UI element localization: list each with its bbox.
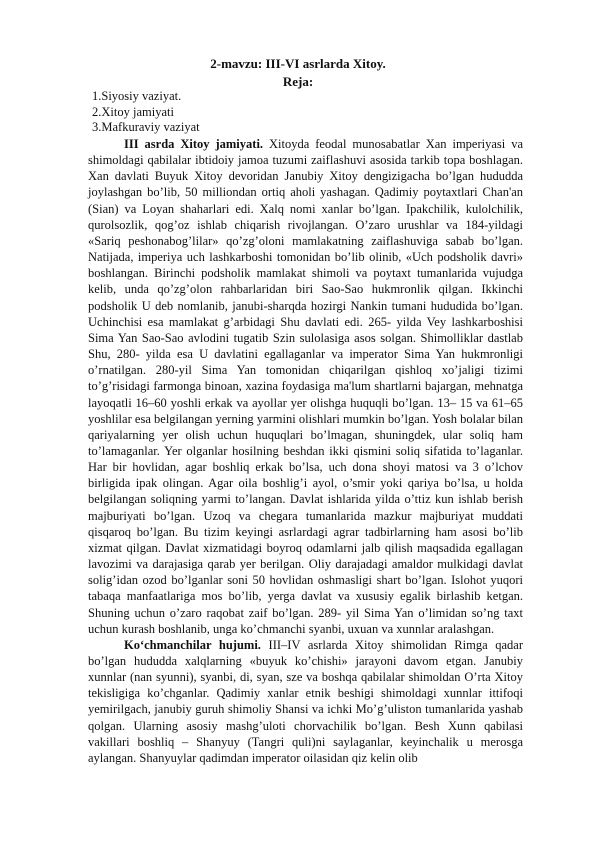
paragraph: [88, 637, 523, 766]
paragraph-text: Xitoyda feodal munosabatlar Xan imperiyasi va shimoldagi qabilalar ibtidoiy jamoa tuzumi zaiflashuvi asosida tarkib topa boshlagan. Xan davlati Buyuk Xitoy devoridan Janubiy Xitoy dengizigacha bo’lgan hududda joylashgan bo’lib, 50 milliondan ortiq aholi yashagan. Qadimiy poytaxtlari Chan'an (Sian) va Loyan shaharlari edi. Xalq nomi xanlar bo’lgan. Ipakchilik, kulolchilik, qurolsozlik, qog’oz ishlab chiqarish rivojlangan. O’zaro urushlar va 184-yildagi «Sariq peshonabog’lilar» qo’zg’oloni mamlakatning zaiflashuviga sabab bo’lgan. Natijada, imperiya uch lashkarboshi tomonidan bo’lib olinib, «Uch podsholik davri» boshlangan. Birinchi podsholik mamlakat shimoli va poytaxt tumanlarida vujudga kelib, unda qo’zg’olon rahbarlaridan biri Sao-Sao hukmronlik qilgan. Ikkinchi podsholik U deb nomlanib, janubi-sharqda hozirgi Nankin tumani hududida bo’lgan. Uchinchisi esa mamlakat g’arbidagi Shu davlati edi. 265- yilda Vey lashkarboshisi Sima Yan Sao-Sao avlodini tugatib Szin sulolasiga asos solgan. Shimolliklar dastlab Shu, 280- yilda esa U davlatini egallaganlar va imperator Sima Yan hukmronligi o’rnatilgan. 280-yil Sima Yan tomonidan chiqarilgan qishloq xo’jaligi tizimi to’g’risidagi farmonga binoan, xazina foydasiga ma'lum shartlarni bajargan, mehnatga layoqatli 16–60 yoshli erkak va ayollar yer olishga huquqli bo’lgan. 13– 15 va 61–65 yoshlilar esa belgilangan yerning yarmini olishlari mumkin bo’lgan. Yosh bolalar bilan qariyalarning yer olish uchun huquqlari bo’lmagan, shuningdek, ular soliq ham to’lamaganlar. Yer olganlar hosilning beshdan ikki qismini soliq sifatida to’laganlar. Har bir hovlidan, agar boshliq erkak bo’lsa, uch dona shoyi matosi va 3 o’lchov birligida ipak olingan. Agar oila boshlig’i ayol, o’smir yoki qariya bo’lsa, u holda belgilangan soliqning yarmi to’langan. Davlat ishlarida yilda o’ttiz kun ishlab berish majburiyati bo’lgan. Uzoq va chegara tumanlarida mazkur majburiyat muddati qisqaroq bo’lgan. Bu tizim keyingi asrlardagi agrar tadbirlarning ham asosi bo’lib xizmat qilgan. Davlat xizmatidagi boyroq odamlarni jalb qilish maqsadida egallagan lavozimi va darajasiga qarab yer berilgan. Oliy darajadagi amaldor mulkidagi davlat solig’idan ozod bo’lganlar soni 50 hovlidan oshmasligi shart bo’lgan. Islohot yuqori tabaqa manfaatlariga mos bo’lib, yerga davlat va xususiy egalik birlashib ketgan. Shuning uchun o’zaro raqobat zaif bo’lgan. 289- yil Sima Yan o’limidan so’ng taxt uchun kurash boshlanib, unga ko’chmanchi syanbi, uxuan va xunnlar aralashgan.: [88, 137, 523, 636]
section-heading: III asrda Xitoy jamiyati.: [124, 137, 264, 151]
plan-item: 2.Xitoy jamiyati: [92, 104, 174, 119]
paragraph-text: III–IV asrlarda Xitoy shimolidan Rimga qadar bo’lgan hududda xalqlarning «buyuk ko’chishi» jarayoni davom etgan. Janubiy xunnlar (nan syunni), syanbi, di, syan, sze va boshqa qabilalar shimoldan O’rta Xitoy tekisligiga ko’chganlar. Qadimiy xanlar etnik beshigi shimoldagi xunnlar ittifoqi yemirilgach, janubiy guruh shimoliy Shansi va ichki Mo’g’uliston tumanlarida yashab qolgan. Ularning asosiy mashg’uloti chorvachilik bo’lgan. Besh Xunn qabilasi vakillari boshliq – Shanyuy (Tangri quli)ni saylaganlar, keyinchalik u merosga aylangan. Shanyuylar qadimdan imperator oilasidan qiz kelin olib: [88, 637, 523, 765]
plan-item: 1.Siyosiy vaziyat.: [92, 89, 182, 103]
plan-item: 3.Mafkuraviy vaziyat: [92, 120, 200, 134]
plan-list: [92, 89, 200, 136]
page-title: 2-mavzu: III-VI asrlarda Xitoy.: [210, 56, 386, 71]
section-heading: Ko‘chmanchilar hujumi.: [124, 637, 261, 652]
plan-heading: Reja:: [282, 74, 314, 89]
body-text: [88, 136, 523, 766]
paragraph: [88, 136, 523, 637]
